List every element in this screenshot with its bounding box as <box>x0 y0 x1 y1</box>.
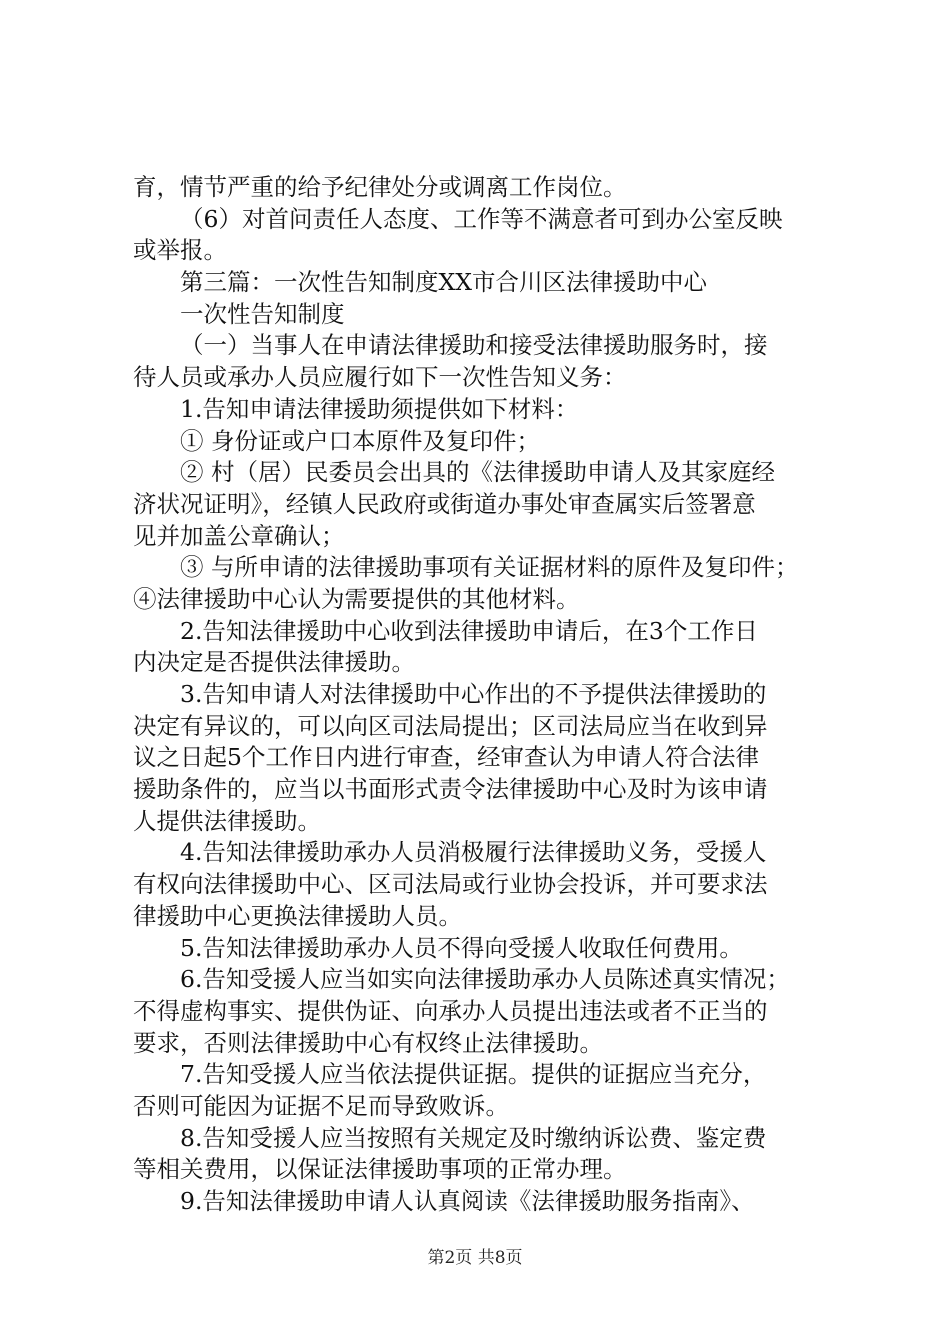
text-line: 决定有异议的，可以向区司法局提出；区司法局应当在收到异 <box>133 711 768 740</box>
text-line: 7.告知受援人应当依法提供证据。提供的证据应当充分， <box>180 1060 767 1089</box>
text-line: 律援助中心更换法律援助人员。 <box>133 901 462 930</box>
text-line: 否则可能因为证据不足而导致败诉。 <box>133 1091 509 1120</box>
text-line: 8.告知受援人应当按照有关规定及时缴纳诉讼费、鉴定费 <box>180 1123 767 1152</box>
text-line: 或举报。 <box>133 236 227 265</box>
text-line: 1.告知申请法律援助须提供如下材料： <box>180 394 579 423</box>
text-line: 援助条件的，应当以书面形式责令法律援助中心及时为该申请 <box>133 775 768 804</box>
text-line: 一次性告知制度 <box>180 299 345 328</box>
text-line: 9.告知法律援助申请人认真阅读《法律援助服务指南》、 <box>180 1187 755 1215</box>
text-line: 议之日起5个工作日内进行审查，经审查认为申请人符合法律 <box>133 743 759 772</box>
text-line: 见并加盖公章确认； <box>133 521 345 550</box>
document-body <box>133 172 833 1218</box>
text-line: 6.告知受援人应当如实向法律援助承办人员陈述真实情况； <box>180 965 790 994</box>
text-line: 育，情节严重的给予纪律处分或调离工作岗位。 <box>133 173 627 201</box>
text-line: ④法律援助中心认为需要提供的其他材料。 <box>133 584 580 613</box>
text-line: 人提供法律援助。 <box>133 806 321 835</box>
text-line: 3.告知申请人对法律援助中心作出的不予提供法律援助的 <box>180 680 767 708</box>
text-line: ① 身份证或户口本原件及复印件； <box>180 426 540 455</box>
text-line: （6）对首问责任人态度、工作等不满意者可到办公室反映 <box>180 204 783 233</box>
text-line: ② 村（居）民委员会出具的《法律援助申请人及其家庭经 <box>180 458 775 487</box>
text-line: 等相关费用，以保证法律援助事项的正常办理。 <box>133 1155 627 1184</box>
text-line: 待人员或承办人员应履行如下一次性告知义务： <box>133 363 627 392</box>
text-line: 要求，否则法律援助中心有权终止法律援助。 <box>133 1028 603 1057</box>
text-line: 4.告知法律援助承办人员消极履行法律援助义务，受援人 <box>180 838 767 867</box>
text-line: 不得虚构事实、提供伪证、向承办人员提出违法或者不正当的 <box>133 996 768 1025</box>
page-footer: 第2页 共8页 <box>427 1248 523 1268</box>
text-line: 济状况证明》，经镇人民政府或街道办事处审查属实后签署意 <box>133 489 756 518</box>
text-line: 第三篇：一次性告知制度XX市合川区法律援助中心 <box>180 268 707 297</box>
text-line: 2.告知法律援助中心收到法律援助申请后，在3个工作日 <box>180 616 758 645</box>
text-line: 5.告知法律援助承办人员不得向受援人收取任何费用。 <box>180 933 743 962</box>
text-line: ③ 与所申请的法律援助事项有关证据材料的原件及复印件； <box>180 553 799 582</box>
text-line: 有权向法律援助中心、区司法局或行业协会投诉，并可要求法 <box>133 870 768 899</box>
text-line: 内决定是否提供法律援助。 <box>133 648 415 677</box>
text-line: （一）当事人在申请法律援助和接受法律援助服务时，接 <box>180 331 768 360</box>
